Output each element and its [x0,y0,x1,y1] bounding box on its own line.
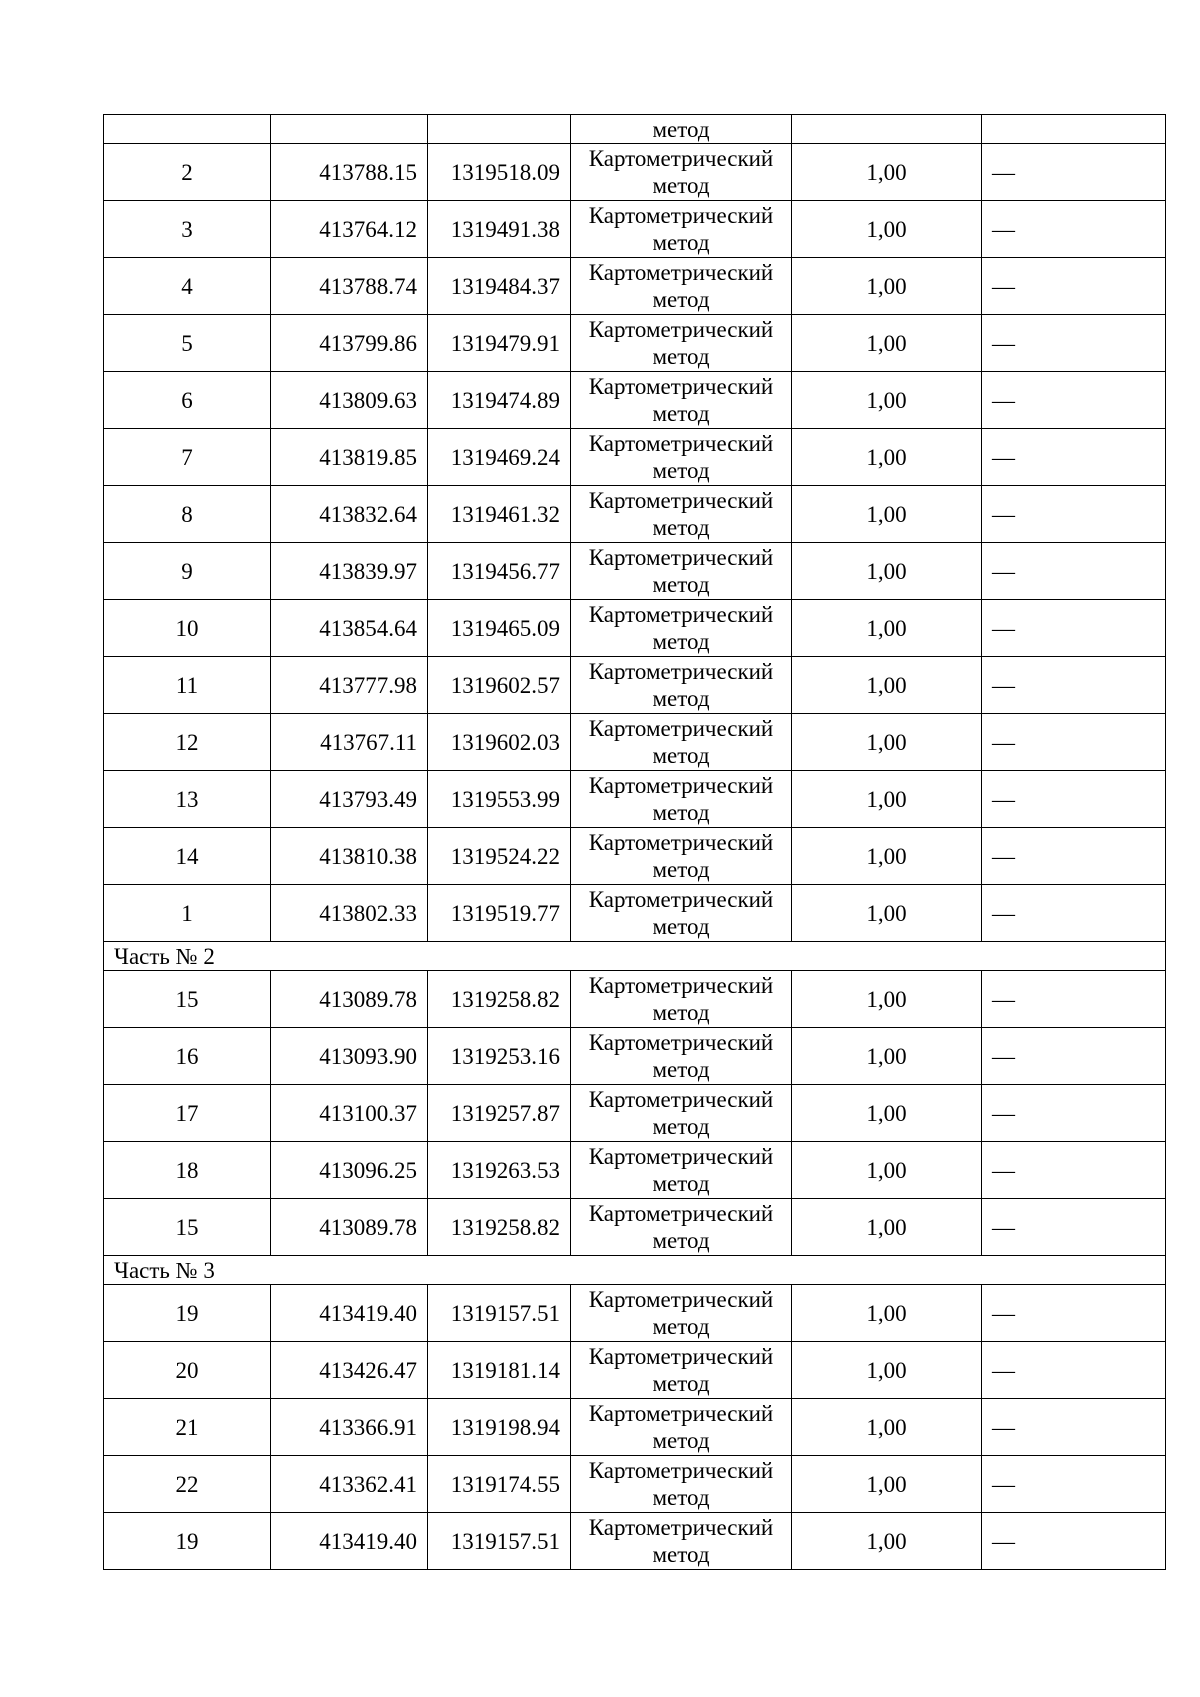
method-line1: Картометрический [588,1087,774,1112]
cell-method [571,1285,792,1342]
method-line2: метод [652,1114,710,1139]
cell-y: 1319263.53 [428,1142,571,1199]
cell-y: 1319524.22 [428,828,571,885]
cell-description: — [982,315,1166,372]
section-header-row [104,942,1166,971]
method-line1: Картометрический [588,488,774,513]
cell-accuracy: 1,00 [792,144,982,201]
table-row [104,1342,1166,1399]
cell-x: 413093.90 [271,1028,428,1085]
cell-description: — [982,258,1166,315]
cell-method [571,372,792,429]
cell-method [571,971,792,1028]
cell-y: 1319465.09 [428,600,571,657]
method-line2: метод [652,458,710,483]
cell-x: 413366.91 [271,1399,428,1456]
cell-point-number: 15 [104,971,271,1028]
cell-point-number: 17 [104,1085,271,1142]
section-label: Часть № 3 [104,1256,1166,1285]
cell-accuracy: 1,00 [792,1028,982,1085]
cell-accuracy: 1,00 [792,600,982,657]
cell-point-number: 2 [104,144,271,201]
cell-y: 1319258.82 [428,1199,571,1256]
cell-method [571,543,792,600]
method-line2: метод [652,1542,710,1567]
method-line2: метод [652,287,710,312]
cell-y: 1319174.55 [428,1456,571,1513]
cell-description: — [982,600,1166,657]
cell-method [571,885,792,942]
cell-description: — [982,1285,1166,1342]
method-line1: Картометрический [588,1287,774,1312]
cell-y: 1319258.82 [428,971,571,1028]
cell-method [571,486,792,543]
cell-method [571,1456,792,1513]
method-line1: Картометрический [588,1030,774,1055]
method-line1: Картометрический [588,1401,774,1426]
cell-x: 413788.15 [271,144,428,201]
method-line1: Картометрический [588,602,774,627]
cell-description: — [982,201,1166,258]
method-line2: метод [652,857,710,882]
cell-method [571,144,792,201]
cell-point-number: 21 [104,1399,271,1456]
cell-point-number: 9 [104,543,271,600]
cell-x: 413426.47 [271,1342,428,1399]
method-line2: метод [652,629,710,654]
cell-description: — [982,1399,1166,1456]
table-row [104,486,1166,543]
method-line2: метод [652,686,710,711]
method-line2: метод [652,401,710,426]
cell-point-number: 1 [104,885,271,942]
cell-method [571,315,792,372]
cell-description: — [982,1028,1166,1085]
method-line2: метод [652,1371,710,1396]
cell-description: — [982,1456,1166,1513]
cell-accuracy: 1,00 [792,1142,982,1199]
method-line2: метод [652,173,710,198]
table-row [104,1456,1166,1513]
cell-x: 413419.40 [271,1285,428,1342]
method-line1: Картометрический [588,887,774,912]
cell-accuracy: 1,00 [792,372,982,429]
cell-x: 413809.63 [271,372,428,429]
cell-accuracy: 1,00 [792,1456,982,1513]
table-row [104,258,1166,315]
table-row [104,1399,1166,1456]
cell-x: 413788.74 [271,258,428,315]
cell-point-number: 22 [104,1456,271,1513]
method-line1: Картометрический [588,374,774,399]
method-line2: метод [652,515,710,540]
cell-description: — [982,971,1166,1028]
cell-point-number: 18 [104,1142,271,1199]
cell-y: 1319157.51 [428,1285,571,1342]
cell-description: — [982,429,1166,486]
cell-y: 1319602.57 [428,657,571,714]
table-row [104,885,1166,942]
method-line1: Картометрический [588,1144,774,1169]
cell-y: 1319474.89 [428,372,571,429]
method-line2: метод [652,1314,710,1339]
cell-method [571,1085,792,1142]
section-label: Часть № 2 [104,942,1166,971]
cell-point-number: 15 [104,1199,271,1256]
cell-y: 1319461.32 [428,486,571,543]
table-row [104,1513,1166,1570]
cell-description: — [982,885,1166,942]
table-row [104,657,1166,714]
method-line2: метод [652,230,710,255]
cell-x: 413767.11 [271,714,428,771]
cell-point-number: 14 [104,828,271,885]
table-row [104,372,1166,429]
cell-method [571,1142,792,1199]
method-line1: Картометрический [588,317,774,342]
cell-description: — [982,144,1166,201]
cell-point-number: 19 [104,1513,271,1570]
table-row [104,1085,1166,1142]
cell-accuracy: 1,00 [792,543,982,600]
cell-accuracy: 1,00 [792,1513,982,1570]
cell-x [271,115,428,144]
cell-method [571,600,792,657]
cell-description: — [982,828,1166,885]
cell-description: — [982,1513,1166,1570]
cell-accuracy: 1,00 [792,486,982,543]
method-line1: Картометрический [588,1458,774,1483]
cell-y: 1319253.16 [428,1028,571,1085]
cell-x: 413764.12 [271,201,428,258]
cell-y [428,115,571,144]
table-row [104,1199,1166,1256]
table-row [104,971,1166,1028]
method-line2: метод [652,1171,710,1196]
cell-method [571,258,792,315]
cell-x: 413793.49 [271,771,428,828]
cell-x: 413854.64 [271,600,428,657]
method-line2: метод [652,800,710,825]
cell-point-number: 5 [104,315,271,372]
cell-accuracy: 1,00 [792,657,982,714]
cell-x: 413819.85 [271,429,428,486]
cell-accuracy: 1,00 [792,714,982,771]
table-row [104,1142,1166,1199]
cell-x: 413799.86 [271,315,428,372]
cell-description: — [982,1085,1166,1142]
cell-description: — [982,1199,1166,1256]
cell-point-number: 3 [104,201,271,258]
cell-y: 1319519.77 [428,885,571,942]
cell-accuracy: 1,00 [792,201,982,258]
method-line1: Картометрический [588,659,774,684]
cell-y: 1319491.38 [428,201,571,258]
table-row [104,714,1166,771]
method-line1: Картометрический [588,545,774,570]
cell-point-number: 10 [104,600,271,657]
cell-point-number [104,115,271,144]
cell-y: 1319553.99 [428,771,571,828]
cell-method [571,1342,792,1399]
continuation-row [104,115,1166,144]
cell-point-number: 12 [104,714,271,771]
cell-accuracy: 1,00 [792,828,982,885]
cell-method [571,657,792,714]
cell-accuracy [792,115,982,144]
cell-description: — [982,486,1166,543]
table-body [104,115,1166,1570]
cell-method [571,1399,792,1456]
method-line1: Картометрический [588,146,774,171]
method-line2: метод [652,1057,710,1082]
cell-x: 413839.97 [271,543,428,600]
cell-x: 413089.78 [271,1199,428,1256]
method-line2: метод [652,1228,710,1253]
cell-accuracy: 1,00 [792,258,982,315]
method-line1: Картометрический [588,431,774,456]
cell-y: 1319181.14 [428,1342,571,1399]
method-line1: Картометрический [588,1344,774,1369]
method-line1: Картометрический [588,203,774,228]
cell-x: 413419.40 [271,1513,428,1570]
cell-point-number: 6 [104,372,271,429]
cell-method [571,771,792,828]
cell-x: 413362.41 [271,1456,428,1513]
cell-point-number: 4 [104,258,271,315]
cell-accuracy: 1,00 [792,429,982,486]
cell-description: — [982,771,1166,828]
cell-y: 1319469.24 [428,429,571,486]
cell-description: — [982,657,1166,714]
table-row [104,543,1166,600]
cell-method [571,1513,792,1570]
cell-method [571,828,792,885]
cell-description: — [982,543,1166,600]
method-line1: Картометрический [588,1515,774,1540]
method-line1: Картометрический [588,1201,774,1226]
cell-x: 413777.98 [271,657,428,714]
table-row [104,828,1166,885]
cell-description: — [982,1142,1166,1199]
method-line1: Картометрический [588,773,774,798]
table-row [104,600,1166,657]
cell-point-number: 7 [104,429,271,486]
coordinates-table [103,114,1166,1570]
table-row [104,315,1166,372]
method-line2: метод [652,743,710,768]
cell-y: 1319157.51 [428,1513,571,1570]
cell-method [571,429,792,486]
cell-y: 1319479.91 [428,315,571,372]
cell-description: — [982,1342,1166,1399]
cell-accuracy: 1,00 [792,1085,982,1142]
cell-method [571,201,792,258]
cell-y: 1319518.09 [428,144,571,201]
method-line1: Картометрический [588,716,774,741]
cell-point-number: 8 [104,486,271,543]
cell-point-number: 11 [104,657,271,714]
table-row [104,1028,1166,1085]
cell-accuracy: 1,00 [792,885,982,942]
cell-accuracy: 1,00 [792,1285,982,1342]
method-line1: Картометрический [588,973,774,998]
method-line2: метод [652,116,710,142]
cell-accuracy: 1,00 [792,971,982,1028]
cell-method [571,1028,792,1085]
table-row [104,771,1166,828]
cell-accuracy: 1,00 [792,1399,982,1456]
cell-description: — [982,714,1166,771]
cell-x: 413096.25 [271,1142,428,1199]
cell-y: 1319257.87 [428,1085,571,1142]
method-line1: Картометрический [588,830,774,855]
method-line2: метод [652,1485,710,1510]
table-row [104,201,1166,258]
cell-x: 413832.64 [271,486,428,543]
method-line1: Картометрический [588,260,774,285]
cell-description [982,115,1166,144]
cell-y: 1319456.77 [428,543,571,600]
cell-y: 1319198.94 [428,1399,571,1456]
method-line2: метод [652,344,710,369]
cell-point-number: 13 [104,771,271,828]
method-line2: метод [652,572,710,597]
cell-y: 1319484.37 [428,258,571,315]
table-row [104,429,1166,486]
method-line2: метод [652,1428,710,1453]
method-line2: метод [652,1000,710,1025]
cell-x: 413100.37 [271,1085,428,1142]
cell-point-number: 20 [104,1342,271,1399]
cell-description: — [982,372,1166,429]
table-row [104,1285,1166,1342]
section-header-row [104,1256,1166,1285]
cell-y: 1319602.03 [428,714,571,771]
cell-method [571,1199,792,1256]
method-line2: метод [652,914,710,939]
cell-method [571,714,792,771]
table-row [104,144,1166,201]
cell-accuracy: 1,00 [792,1342,982,1399]
cell-accuracy: 1,00 [792,771,982,828]
cell-x: 413810.38 [271,828,428,885]
cell-point-number: 16 [104,1028,271,1085]
cell-accuracy: 1,00 [792,315,982,372]
cell-point-number: 19 [104,1285,271,1342]
cell-x: 413802.33 [271,885,428,942]
cell-accuracy: 1,00 [792,1199,982,1256]
cell-method [571,115,792,144]
cell-x: 413089.78 [271,971,428,1028]
